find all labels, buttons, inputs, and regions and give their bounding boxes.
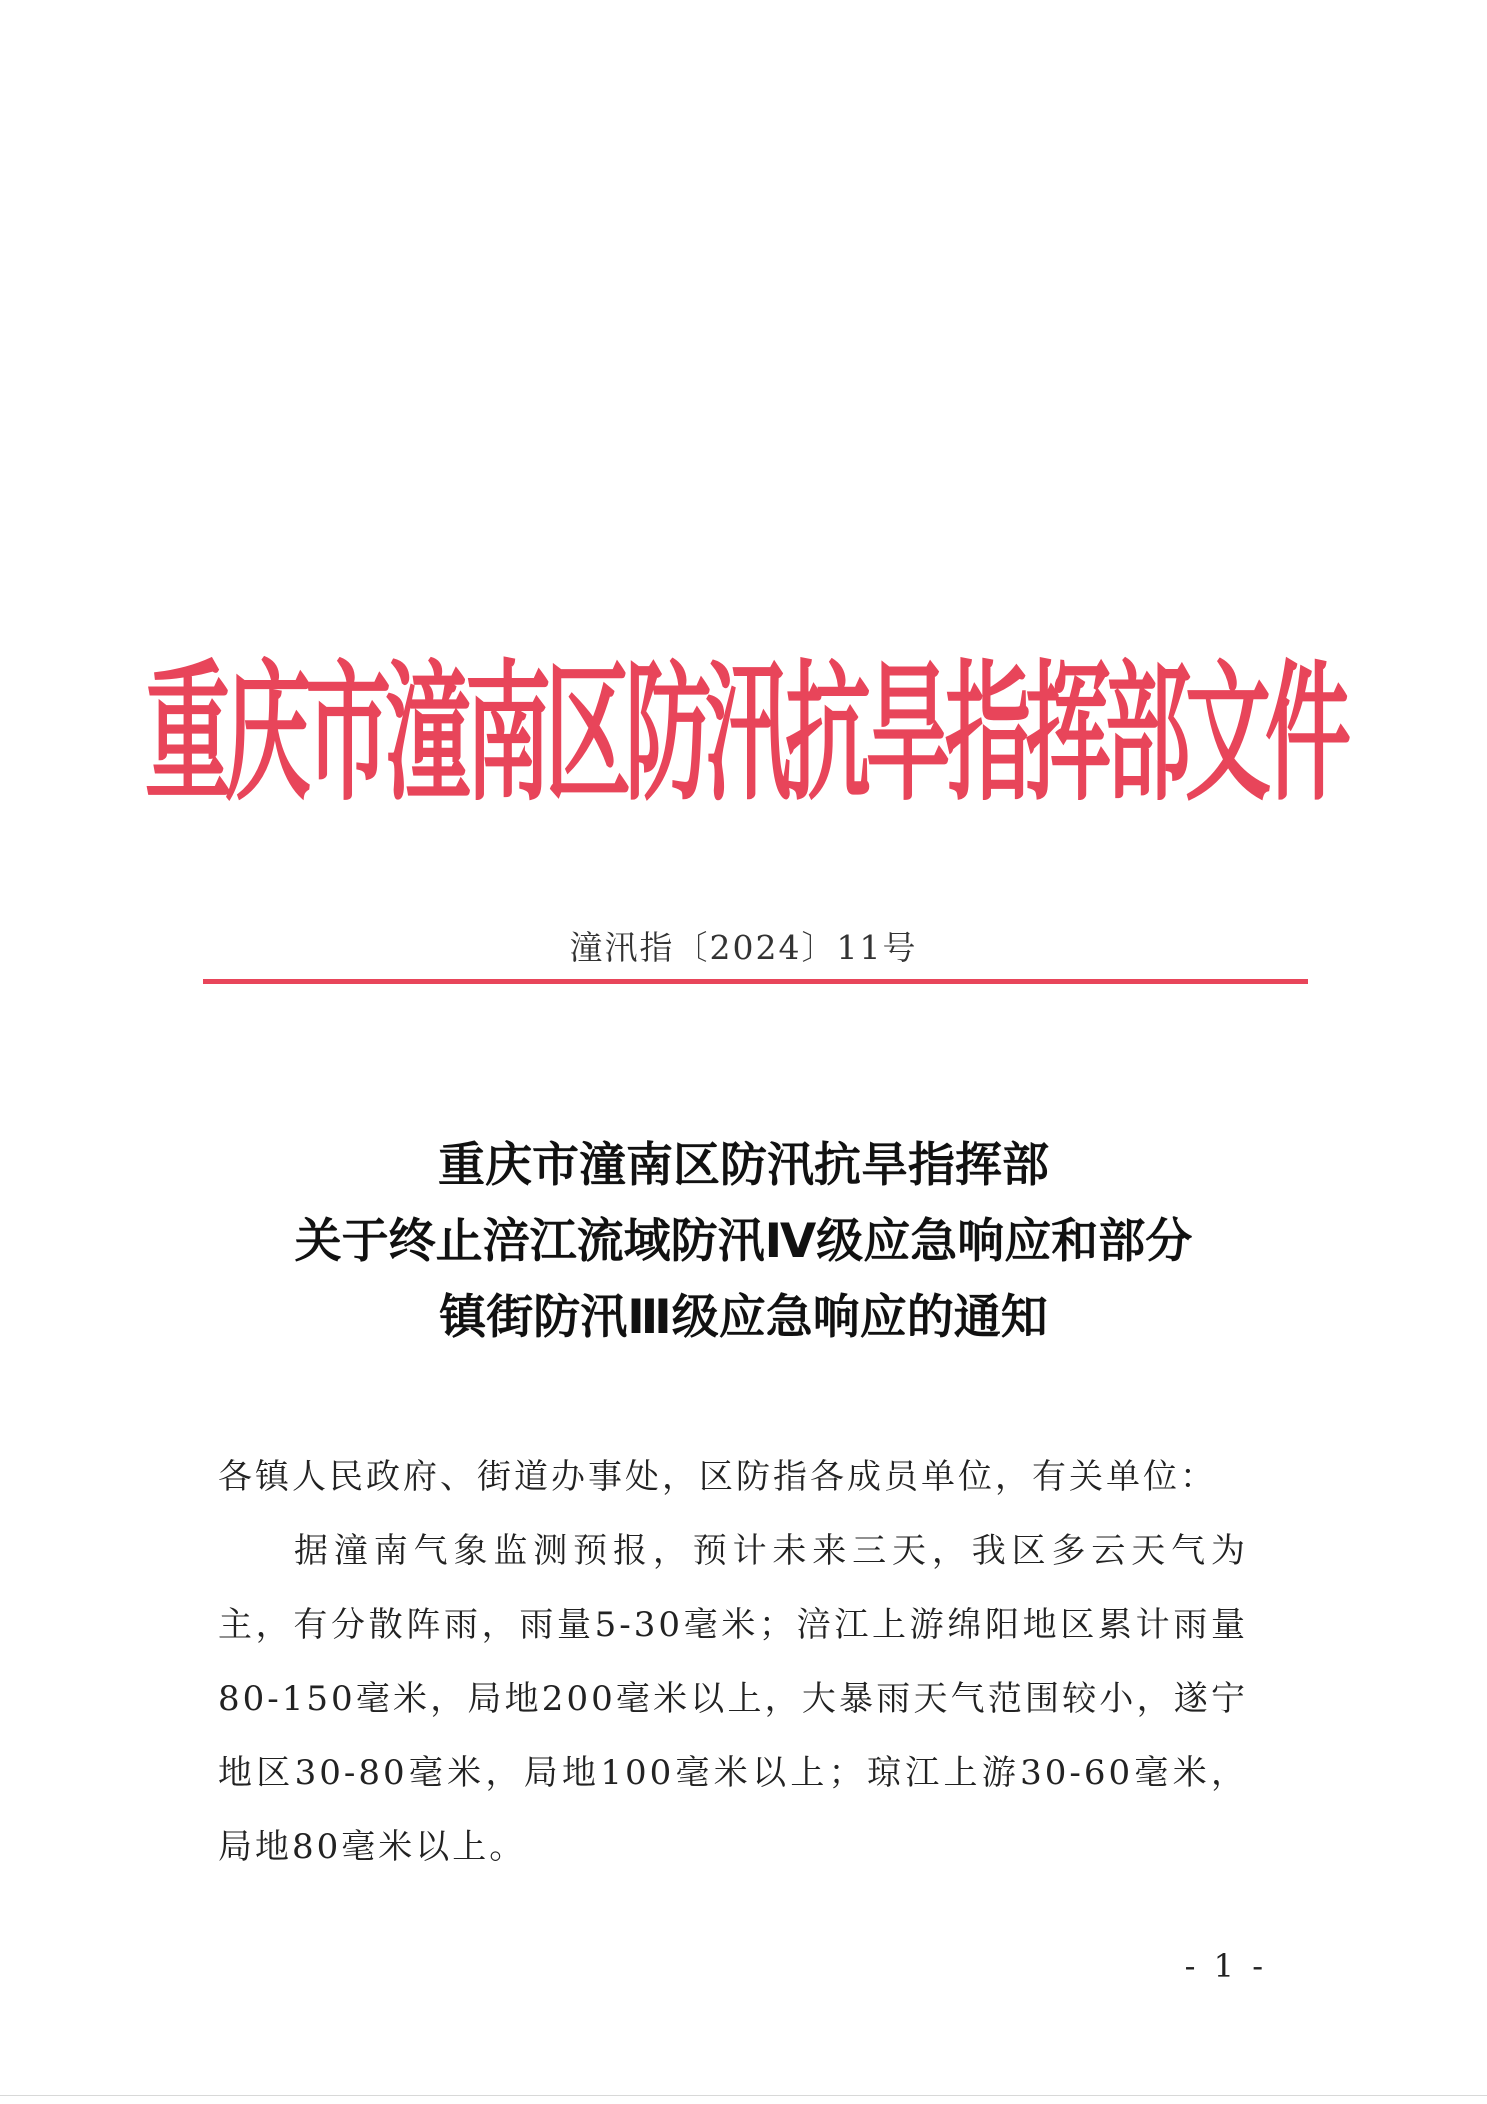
issuer-header-text: 重庆市潼南区防汛抗旱指挥部文件 [145,647,1345,823]
issuer-header [145,640,1345,830]
notice-title [0,1128,1487,1356]
page-number: - 1 - [1184,1947,1267,1985]
document-number: 潼汛指〔2024〕11号 [569,928,918,967]
body-text [218,1440,1248,1884]
notice-title-line-3: 镇街防汛Ⅲ级应急响应的通知 [439,1290,1048,1345]
scan-edge-line [0,2095,1487,2096]
red-separator-line [203,979,1308,984]
notice-title-line-1: 重庆市潼南区防汛抗旱指挥部 [438,1138,1049,1193]
notice-title-line-2: 关于终止涪江流域防汛Ⅳ级应急响应和部分 [294,1214,1193,1269]
addressee-line: 各镇人民政府、街道办事处，区防指各成员单位，有关单位： [218,1457,1217,1497]
body-paragraph: 据潼南气象监测预报，预计未来三天，我区多云天气为主，有分散阵雨，雨量5-30毫米；涪江上游绵阳地区累计雨量80-150毫米，局地200毫米以上，大暴雨天气范围较小，遂宁地区30-80毫米，局地100毫米以上；琼江上游30-60毫米，局地80毫米以上。 [218,1531,1248,1867]
